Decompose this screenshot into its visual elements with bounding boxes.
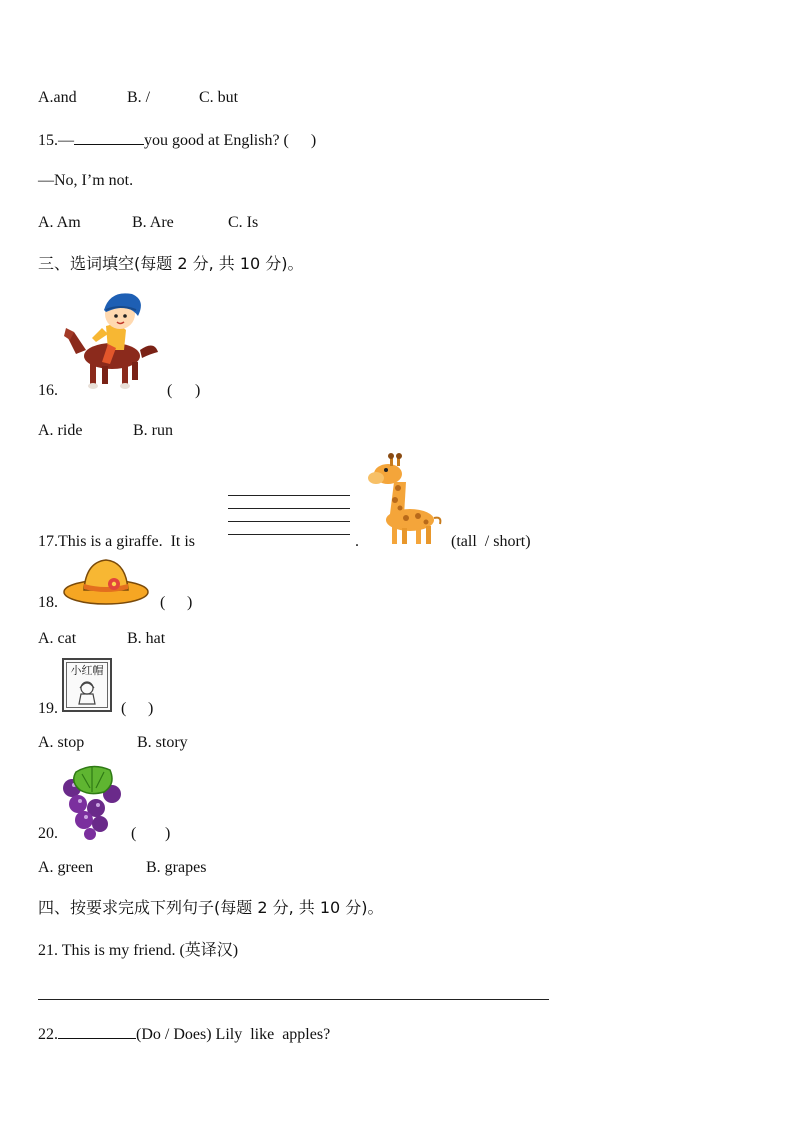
q18-option-a: A. cat [38, 630, 77, 647]
q20-paren-close: ) [165, 825, 171, 842]
q20-number: 20. [38, 825, 58, 842]
section-3-heading: 三、选词填空(每题 2 分, 共 10 分)。 [38, 254, 304, 273]
q15-option-a: A. Am [38, 214, 81, 231]
q22-number: 22. [38, 1026, 58, 1043]
q16-option-b: B. run [133, 422, 173, 439]
q17-choices: (tall / short) [451, 533, 531, 550]
q17-text: 17.This is a giraffe. It is [38, 533, 196, 550]
q17-writing-line-1[interactable] [228, 495, 350, 496]
q17-writing-line-4[interactable] [228, 534, 350, 535]
section-4-heading: 四、按要求完成下列句子(每题 2 分, 共 10 分)。 [38, 898, 384, 917]
q15-number: 15.— [38, 132, 74, 149]
q17-period: . [355, 533, 359, 550]
q22-prompt [38, 1024, 330, 1045]
q21-text: 21. This is my friend. (英译汉) [38, 942, 239, 959]
q18-number: 18. [38, 594, 58, 611]
q20-option-b: B. grapes [146, 859, 207, 876]
boy-riding-horse-icon [62, 288, 162, 396]
q16-number: 16. [38, 382, 58, 399]
q15-option-b: B. Are [132, 214, 174, 231]
q20-option-a: A. green [38, 859, 94, 876]
q19-paren-open: ( [121, 700, 127, 717]
girl-figure-icon [76, 680, 98, 706]
q15-paren-close: ) [310, 132, 317, 149]
giraffe-icon [364, 452, 444, 548]
q19-number: 19. [38, 700, 58, 717]
q19-paren-close: ) [148, 700, 154, 717]
q15-reply: —No, I’m not. [38, 172, 134, 189]
hat-icon [62, 556, 150, 608]
q18-paren-close: ) [187, 594, 193, 611]
storybook-icon [62, 658, 112, 712]
q14-option-a: A.and [38, 89, 77, 106]
q14-option-b: B. / [127, 89, 151, 106]
q15-prompt [38, 130, 316, 151]
q15-option-c: C. Is [228, 214, 259, 231]
q15-answer-blank[interactable] [74, 130, 144, 145]
q16-paren-close: ) [195, 382, 201, 399]
storybook-title: 小红帽 [70, 664, 104, 677]
q20-paren-open: ( [131, 825, 137, 842]
q22-answer-blank[interactable] [58, 1024, 136, 1039]
q22-text: (Do / Does) Lily like apples? [136, 1026, 331, 1043]
q21-answer-line[interactable] [38, 999, 549, 1000]
q19-option-b: B. story [137, 734, 188, 751]
q17-writing-line-2[interactable] [228, 508, 350, 509]
q17-writing-line-3[interactable] [228, 521, 350, 522]
q18-paren-open: ( [160, 594, 166, 611]
q15-question-text: you good at English? ( [144, 132, 289, 149]
q18-option-b: B. hat [127, 630, 166, 647]
grapes-icon [58, 762, 126, 840]
q19-option-a: A. stop [38, 734, 85, 751]
q16-paren-open: ( [167, 382, 173, 399]
q16-option-a: A. ride [38, 422, 83, 439]
q14-option-c: C. but [199, 89, 239, 106]
